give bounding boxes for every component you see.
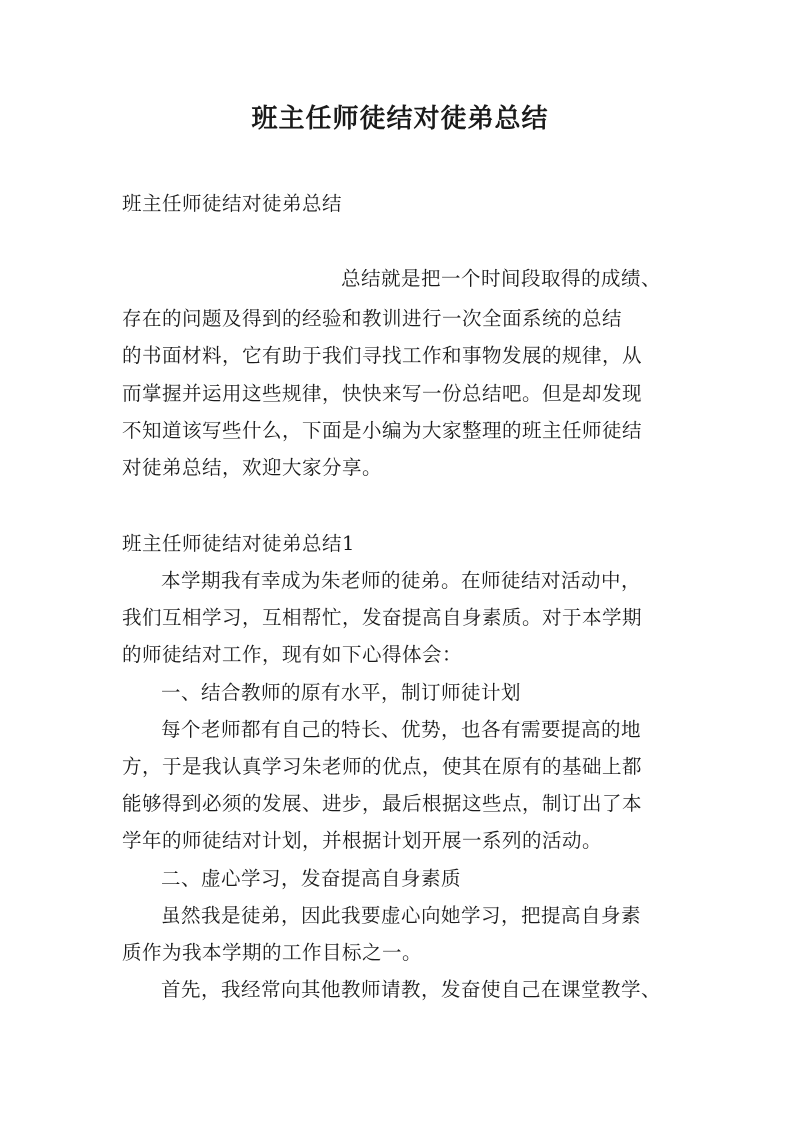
body-line: 我们互相学习，互相帮忙，发奋提高自身素质。对于本学期: [122, 606, 643, 629]
intro-line: 总结就是把一个时间段取得的成绩、: [341, 267, 662, 290]
body-line: 方，于是我认真学习朱老师的优点，使其在原有的基础上都: [122, 755, 643, 778]
body-line: 本学期我有幸成为朱老师的徒弟。在师徒结对活动中，: [161, 569, 642, 592]
body-line: 一、结合教师的原有水平，制订师徒计划: [161, 681, 522, 704]
body-line: 每个老师都有自己的特长、优势，也各有需要提高的地: [161, 718, 642, 741]
intro-line: 不知道该写些什么，下面是小编为大家整理的班主任师徒结: [122, 419, 643, 442]
body-line: 能够得到必须的发展、进步，最后根据这些点，制订出了本: [122, 792, 643, 815]
intro-line: 而掌握并运用这些规律，快快来写一份总结吧。但是却发现: [122, 382, 643, 405]
section-heading: 班主任师徒结对徒弟总结1: [122, 532, 355, 555]
body-line: 质作为我本学期的工作目标之一。: [122, 941, 423, 964]
intro-line: 对徒弟总结，欢迎大家分享。: [122, 456, 383, 479]
intro-line: 的书面材料，它有助于我们寻找工作和事物发展的规律，从: [122, 344, 643, 367]
document-title: 班主任师徒结对徒弟总结: [251, 104, 549, 134]
body-line: 的师徒结对工作，现有如下心得体会：: [122, 643, 463, 666]
body-line: 虽然我是徒弟，因此我要虚心向她学习，把提高自身素: [161, 904, 642, 927]
body-line: 首先，我经常向其他教师请教，发奋使自己在课堂教学、: [161, 978, 662, 1001]
body-line: 学年的师徒结对计划，并根据计划开展一系列的活动。: [122, 829, 603, 852]
document-subtitle: 班主任师徒结对徒弟总结: [122, 192, 343, 215]
body-line: 二、虚心学习，发奋提高自身素质: [161, 867, 462, 890]
intro-line: 存在的问题及得到的经验和教训进行一次全面系统的总结: [122, 307, 623, 330]
